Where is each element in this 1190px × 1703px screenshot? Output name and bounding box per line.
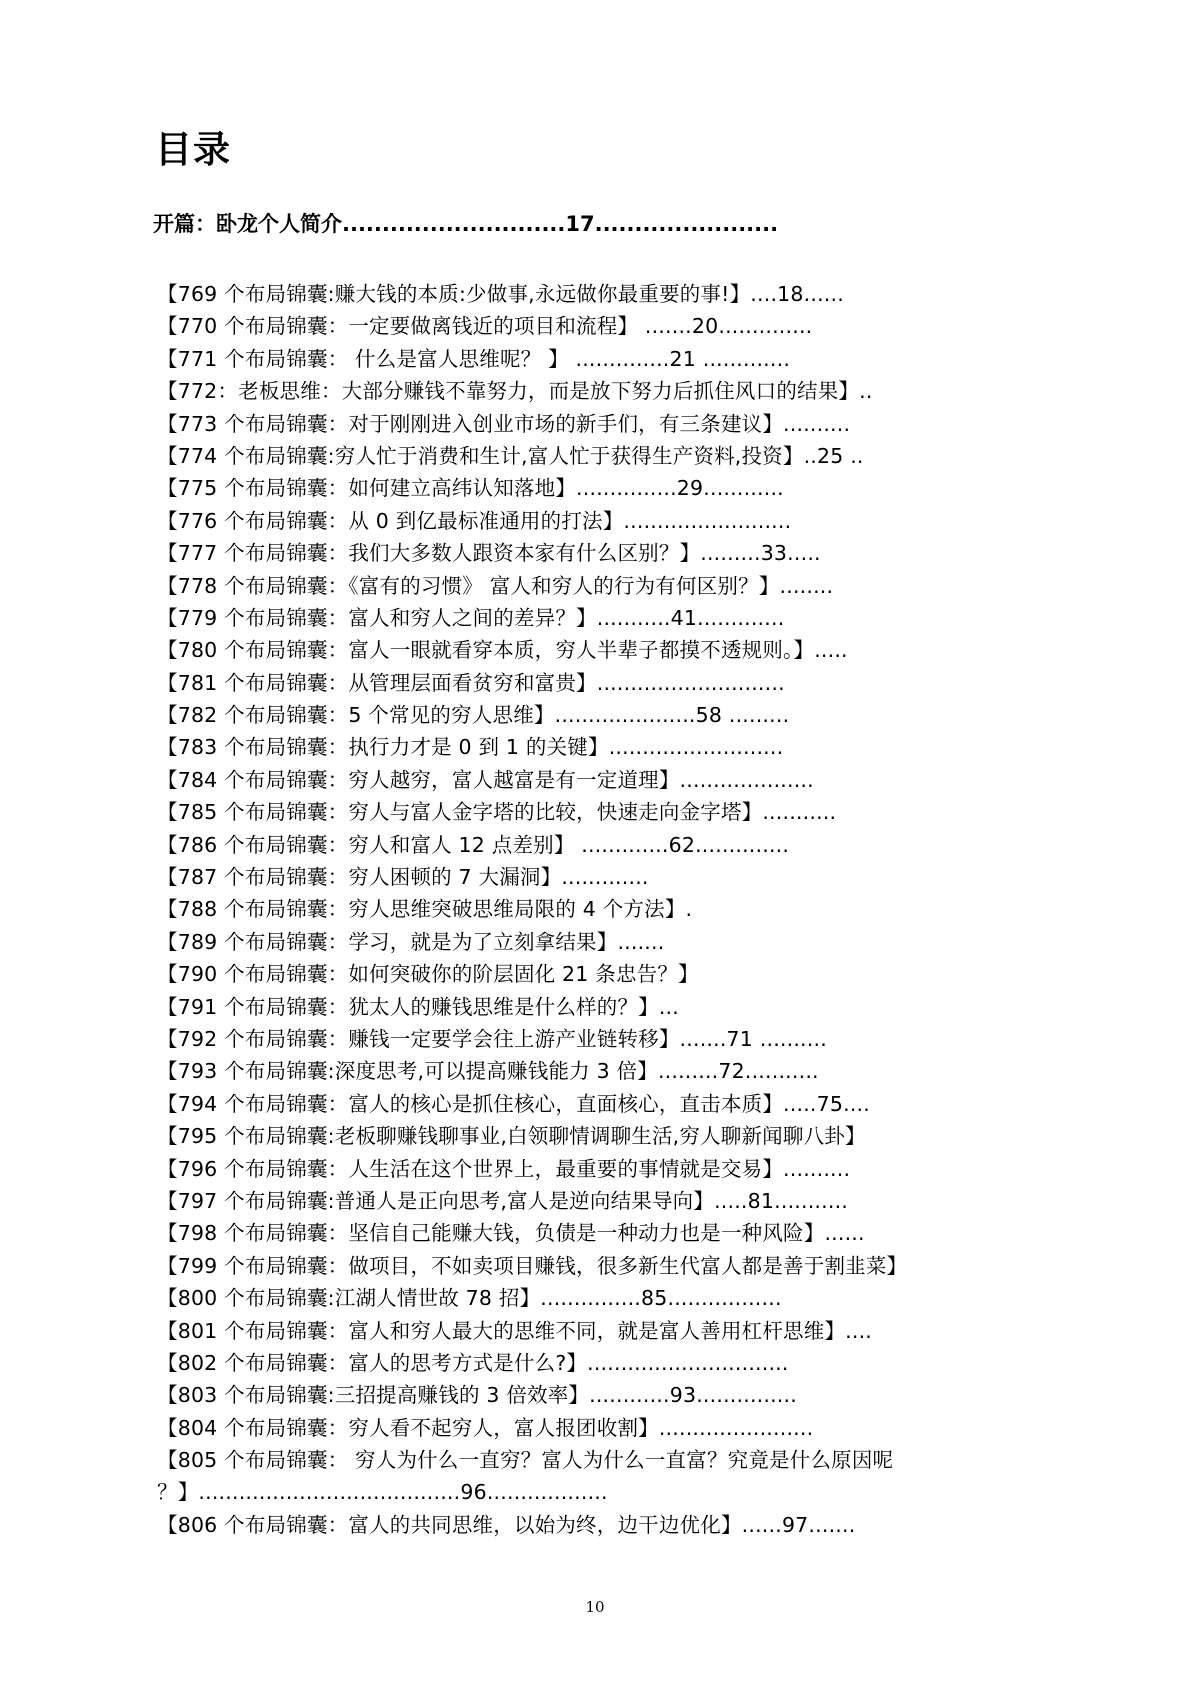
toc-entry[interactable]: 【782 个布局锦囊：5 个常见的穷人思维】.....................58 .........	[157, 703, 790, 728]
toc-entry[interactable]: 【794 个布局锦囊：富人的核心是抓住核心，直面核心，直击本质】.....75....	[157, 1091, 870, 1116]
toc-entry[interactable]: 【788 个布局锦囊：穷人思维突破思维局限的 4 个方法】.	[157, 897, 693, 922]
toc-entry[interactable]: 【791 个布局锦囊：犹太人的赚钱思维是什么样的？】...	[157, 994, 679, 1019]
toc-entry[interactable]: 【774 个布局锦囊:穷人忙于消费和生计,富人忙于获得生产资料,投资】..25 ..	[157, 443, 864, 468]
toc-entry[interactable]: 【779 个布局锦囊：富人和穷人之间的差异？】...........41.............	[157, 605, 785, 630]
toc-entry[interactable]: 【793 个布局锦囊:深度思考,可以提高赚钱能力 3 倍】.........72...........	[157, 1059, 819, 1084]
toc-entry[interactable]: 【795 个布局锦囊:老板聊赚钱聊事业,白领聊情调聊生活,穷人聊新闻聊八卦】	[157, 1124, 866, 1149]
toc-entry[interactable]: 【780 个布局锦囊：富人一眼就看穿本质，穷人半辈子都摸不透规则。】.....	[157, 638, 848, 663]
toc-entry[interactable]: 【801 个布局锦囊：富人和穷人最大的思维不同，就是富人善用杠杆思维】....	[157, 1318, 873, 1343]
toc-entry[interactable]: 【798 个布局锦囊：坚信自己能赚大钱，负债是一种动力也是一种风险】......	[157, 1221, 865, 1246]
toc-entry[interactable]: 【777 个布局锦囊：我们大多数人跟资本家有什么区别？】.........33.....	[157, 541, 821, 566]
toc-entry[interactable]: 【772：老板思维：大部分赚钱不靠努力，而是放下努力后抓住风口的结果】..	[157, 379, 873, 404]
toc-entry[interactable]: 【784 个布局锦囊：穷人越穷，富人越富是有一定道理】....................	[157, 767, 814, 792]
toc-entry[interactable]: 【797 个布局锦囊:普通人是正向思考,富人是逆向结果导向】.....81...........	[157, 1188, 849, 1213]
toc-entry[interactable]: 【781 个布局锦囊：从管理层面看贫穷和富贵】............................	[157, 670, 785, 695]
toc-entry[interactable]: 【776 个布局锦囊：从 0 到亿最标准通用的打法】.........................	[157, 508, 792, 533]
toc-entry[interactable]: 【789 个布局锦囊：学习，就是为了立刻拿结果】.......	[157, 929, 665, 954]
toc-entry[interactable]: 【778 个布局锦囊：《富有的习惯》 富人和穷人的行为有何区别？】........	[157, 573, 834, 598]
toc-entry[interactable]: 【785 个布局锦囊：穷人与富人金字塔的比较，快速走向金字塔】...........	[157, 800, 837, 825]
toc-entry[interactable]: 【803 个布局锦囊:三招提高赚钱的 3 倍效率】............93...............	[157, 1383, 797, 1408]
toc-entry[interactable]: 【769 个布局锦囊:赚大钱的本质:少做事,永远做你最重要的事!】....18......	[157, 282, 844, 306]
toc-entry[interactable]: 【773 个布局锦囊：对于刚刚进入创业市场的新手们，有三条建议】..........	[157, 411, 851, 436]
toc-intro-entry[interactable]: 开篇：卧龙个人简介............................17.......................	[153, 212, 779, 236]
toc-entry[interactable]: 【790 个布局锦囊：如何突破你的阶层固化 21 条忠告？】	[157, 962, 699, 987]
toc-entry[interactable]: 【802 个布局锦囊：富人的思考方式是什么?】..............................	[157, 1350, 789, 1375]
page-number: 10	[585, 1598, 605, 1616]
toc-entry[interactable]: 【783 个布局锦囊：执行力才是 0 到 1 的关键】..........................	[157, 735, 784, 760]
toc-entry[interactable]: 【786 个布局锦囊：穷人和富人 12 点差别】 .............62..............	[157, 832, 790, 857]
toc-entry[interactable]: 【775 个布局锦囊：如何建立高纬认知落地】...............29............	[157, 476, 784, 501]
toc-entry[interactable]: 【805 个布局锦囊： 穷人为什么一直穷？富人为什么一直富？究竟是什么原因呢 ？】.......................................96..................	[157, 1448, 894, 1505]
toc-entry[interactable]: 【799 个布局锦囊：做项目，不如卖项目赚钱，很多新生代富人都是善于割韭菜】	[157, 1253, 908, 1278]
toc-entry[interactable]: 【787 个布局锦囊：穷人困顿的 7 大漏洞】.............	[157, 865, 649, 890]
toc-list	[157, 278, 1013, 1541]
toc-entry[interactable]: 【800 个布局锦囊:江湖人情世故 78 招】...............85.................	[157, 1286, 782, 1311]
toc-entry[interactable]: 【796 个布局锦囊：人生活在这个世界上，最重要的事情就是交易】..........	[157, 1156, 851, 1181]
toc-entry[interactable]: 【804 个布局锦囊：穷人看不起穷人，富人报团收割】.......................	[157, 1415, 814, 1440]
toc-entry[interactable]: 【806 个布局锦囊：富人的共同思维，以始为终，边干边优化】......97.......	[157, 1512, 856, 1537]
toc-entry[interactable]: 【771 个布局锦囊： 什么是富人思维呢？ 】 ..............21 .............	[157, 346, 791, 371]
toc-entry[interactable]: 【792 个布局锦囊：赚钱一定要学会往上游产业链转移】.......71 ..........	[157, 1026, 827, 1051]
toc-entry[interactable]: 【770 个布局锦囊：一定要做离钱近的项目和流程】 .......20..............	[157, 314, 813, 339]
toc-heading: 目录	[155, 128, 231, 171]
